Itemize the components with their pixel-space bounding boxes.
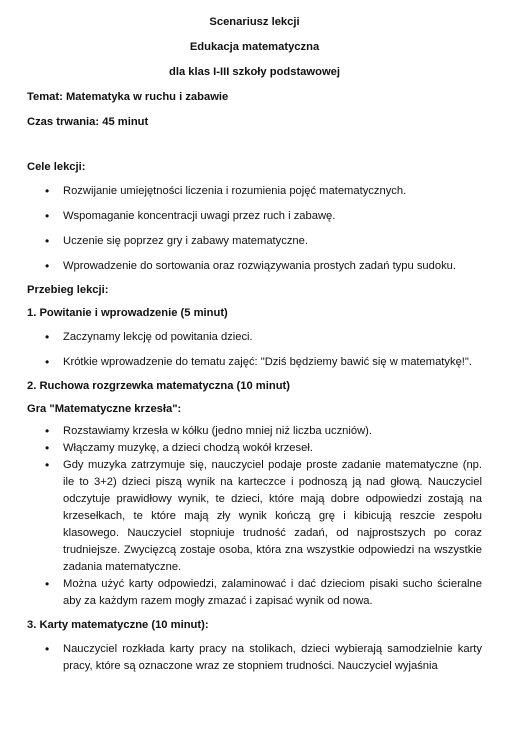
document-grade: dla klas I-III szkoły podstawowej — [169, 66, 340, 78]
list-item: • Wspomaganie koncentracji uwagi przez ruch i zabawę. — [27, 208, 482, 225]
goals-heading: Cele lekcji: — [27, 161, 86, 173]
section3-heading: 3. Karty matematyczne (10 minut): — [27, 619, 209, 631]
section3-list — [27, 641, 482, 675]
section1-heading: 1. Powitanie i wprowadzenie (5 minut) — [27, 307, 228, 319]
section2-game: Gra "Matematyczne krzesła": — [27, 403, 182, 415]
list-item: • Zaczynamy lekcję od powitania dzieci. — [27, 329, 482, 346]
list-item: • Krótkie wprowadzenie do tematu zajęć: "Dziś będziemy bawić się w matematykę!". — [27, 354, 482, 371]
section1-list — [27, 329, 482, 371]
document-subtitle: Edukacja matematyczna — [189, 41, 320, 53]
list-item: • Gdy muzyka zatrzymuje się, nauczyciel podaje proste zadanie matematyczne (np. ile to 3+2) dzieci piszą wynik na karteczce i podnoszą ją nad głową. Nauczyciel odczytuje prawidłowy wynik, te dzieci, które mają dobre odpowiedzi zostają na krzesełkach, te które mają zły wynik kończą grę i kibicują reszcie zespołu klasowego. Nauczyciel stopniuje trudność zadań, od najprostszych po coraz trudniejsze. Zwycięzcą zostaje osoba, która zna wszystkie odpowiedzi na wszystkie zadania matematyczne. — [27, 457, 482, 576]
list-item: • Nauczyciel rozkłada karty pracy na stolikach, dzieci wybierają samodzielnie karty pracy, które są oznaczone wraz ze stopniem trudności. Nauczyciel wyjaśnia — [27, 641, 482, 675]
lesson-topic: Temat: Matematyka w ruchu i zabawie — [27, 91, 229, 103]
section2-heading: 2. Ruchowa rozgrzewka matematyczna (10 minut) — [27, 380, 290, 392]
list-item: • Rozwijanie umiejętności liczenia i rozumienia pojęć matematycznych. — [27, 183, 482, 200]
document-title: Scenariusz lekcji — [209, 16, 300, 28]
list-item: • Można użyć karty odpowiedzi, zalaminować i dać dzieciom pisaki sucho ścieralne aby za każdym razem mogły zmazać i zapisać wynik od nowa. — [27, 576, 482, 610]
list-item: • Rozstawiamy krzesła w kółku (jedno mniej niż liczba uczniów). — [27, 423, 482, 440]
lesson-duration: Czas trwania: 45 minut — [27, 116, 149, 128]
goals-list — [27, 183, 482, 275]
course-heading: Przebieg lekcji: — [27, 284, 109, 296]
section2-list — [27, 423, 482, 610]
list-item: • Wprowadzenie do sortowania oraz rozwiązywania prostych zadań typu sudoku. — [27, 258, 482, 275]
list-item: • Uczenie się poprzez gry i zabawy matematyczne. — [27, 233, 482, 250]
list-item: • Włączamy muzykę, a dzieci chodzą wokół krzeseł. — [27, 440, 482, 457]
